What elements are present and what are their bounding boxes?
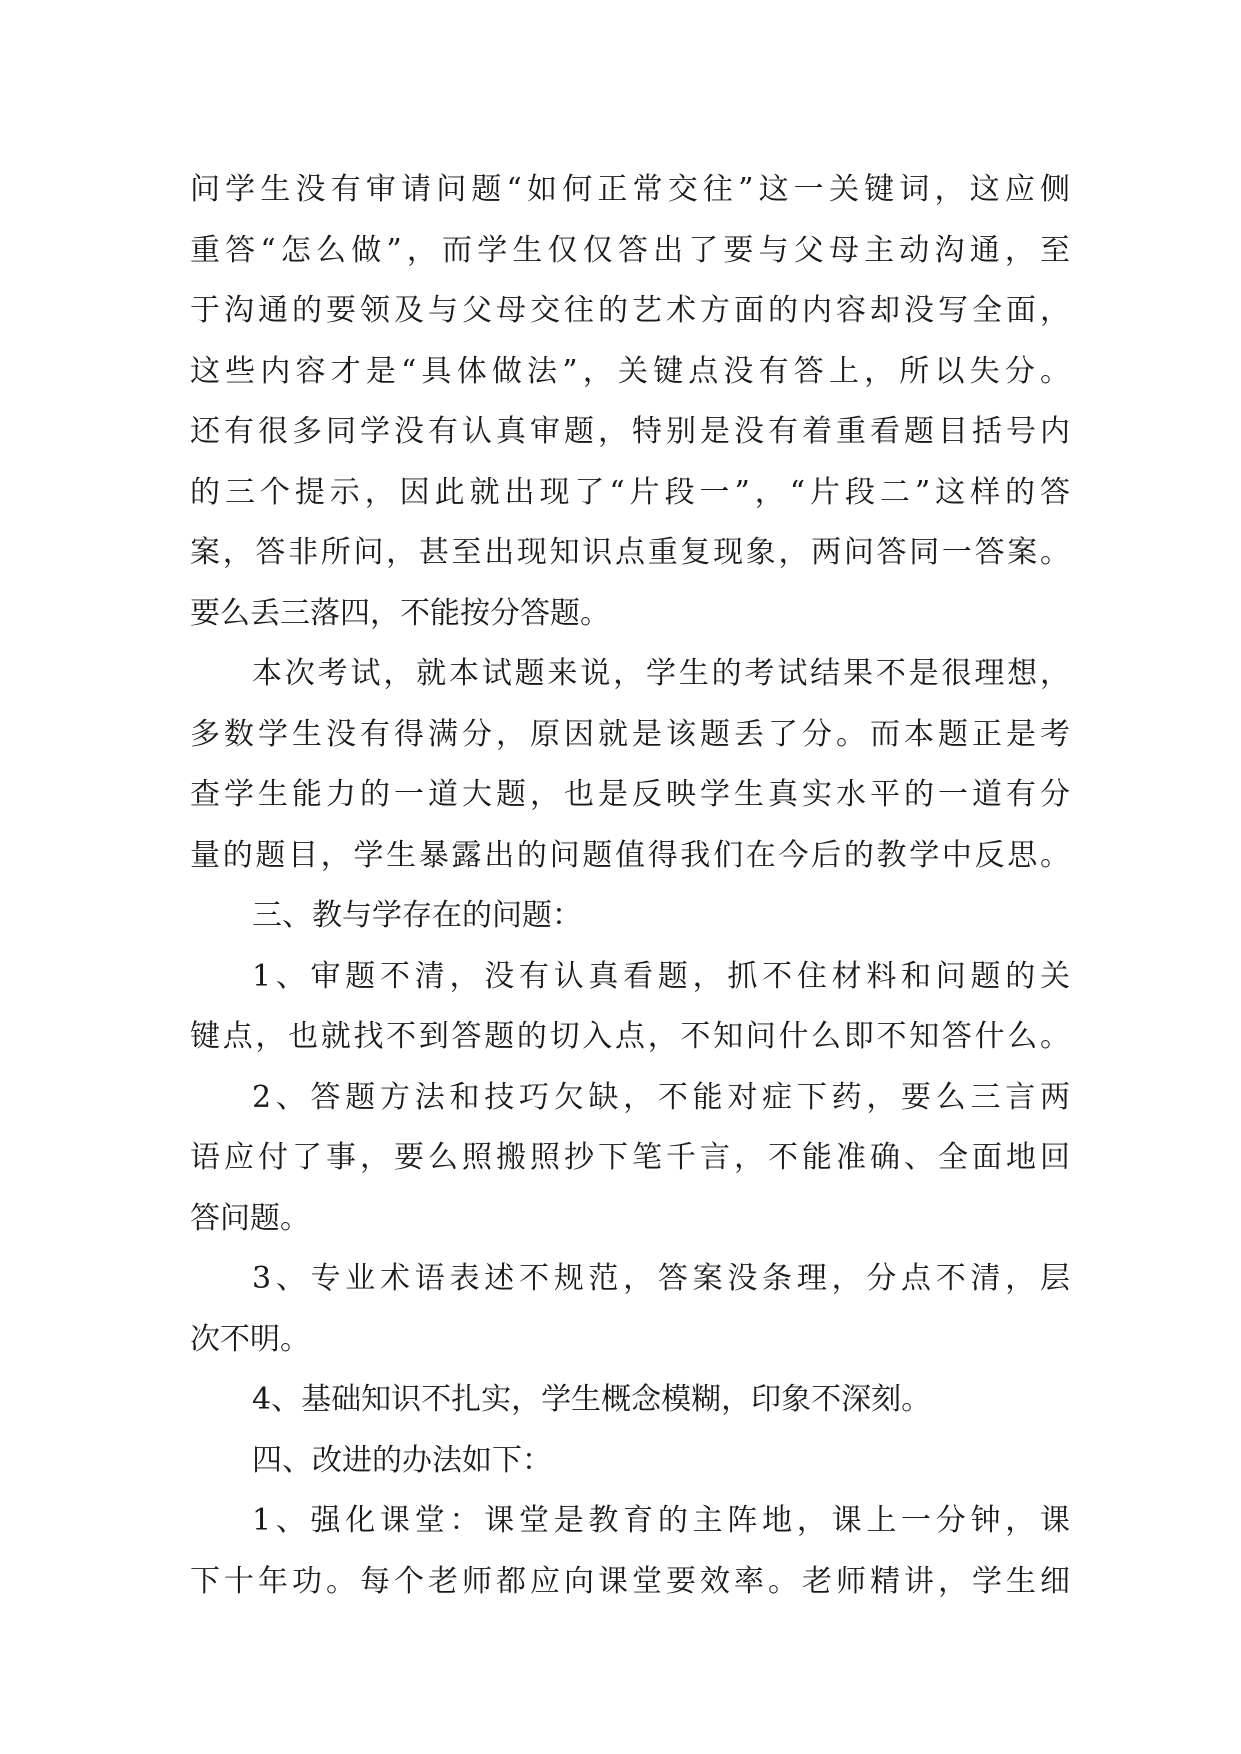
- body-text: [190, 160, 1070, 1612]
- text-line: 4、基础知识不扎实，学生概念模糊，印象不深刻。: [252, 1382, 932, 1417]
- text-line: 案，答非所问，甚至出现知识点重复现象，两问答同一答案。: [190, 535, 1070, 570]
- text-line: 多数学生没有得满分，原因就是该题丢了分。而本题正是考: [190, 716, 1070, 752]
- text-line: 2、答题方法和技巧欠缺，不能对症下药，要么三言两: [252, 1079, 1070, 1115]
- text-line: 问学生没有审请问题“如何正常交往”这一关键词，这应侧: [190, 172, 1070, 207]
- text-line: 本次考试，就本试题来说，学生的考试结果不是很理想，: [252, 656, 1070, 691]
- text-line: 的三个提示，因此就出现了“片段一”，“片段二”这样的答: [190, 474, 1070, 510]
- text-line: 1、审题不清，没有认真看题，抓不住材料和问题的关: [252, 958, 1070, 994]
- text-line: 下十年功。每个老师都应向课堂要效率。老师精讲，学生细: [190, 1563, 1070, 1599]
- text-line: 于沟通的要领及与父母交往的艺术方面的内容却没写全面，: [190, 293, 1070, 328]
- text-line: 键点，也就找不到答题的切入点，不知问什么即不知答什么。: [190, 1019, 1070, 1054]
- text-line: 量的题目，学生暴露出的问题值得我们在今后的教学中反思。: [190, 837, 1070, 873]
- text-line: 还有很多同学没有认真审题，特别是没有着重看题目括号内: [190, 414, 1070, 449]
- text-line: 查学生能力的一道大题，也是反映学生真实水平的一道有分: [190, 777, 1070, 812]
- text-line: 要么丢三落四，不能按分答题。: [190, 595, 610, 631]
- text-line: 这些内容才是“具体做法”，关键点没有答上，所以失分。: [190, 353, 1070, 389]
- text-line: 3、专业术语表述不规范，答案没条理，分点不清，层: [252, 1261, 1070, 1296]
- text-line: 次不明。: [190, 1321, 310, 1357]
- section-heading: 三、教与学存在的问题：: [252, 898, 582, 933]
- text-line: 答问题。: [190, 1200, 310, 1236]
- text-line: 语应付了事，要么照搬照抄下笔千言，不能准确、全面地回: [190, 1140, 1070, 1175]
- section-heading: 四、改进的办法如下：: [252, 1442, 552, 1478]
- text-line: 重答“怎么做”，而学生仅仅答出了要与父母主动沟通，至: [190, 232, 1070, 268]
- text-line: 1、强化课堂：课堂是教育的主阵地，课上一分钟，课: [252, 1503, 1070, 1538]
